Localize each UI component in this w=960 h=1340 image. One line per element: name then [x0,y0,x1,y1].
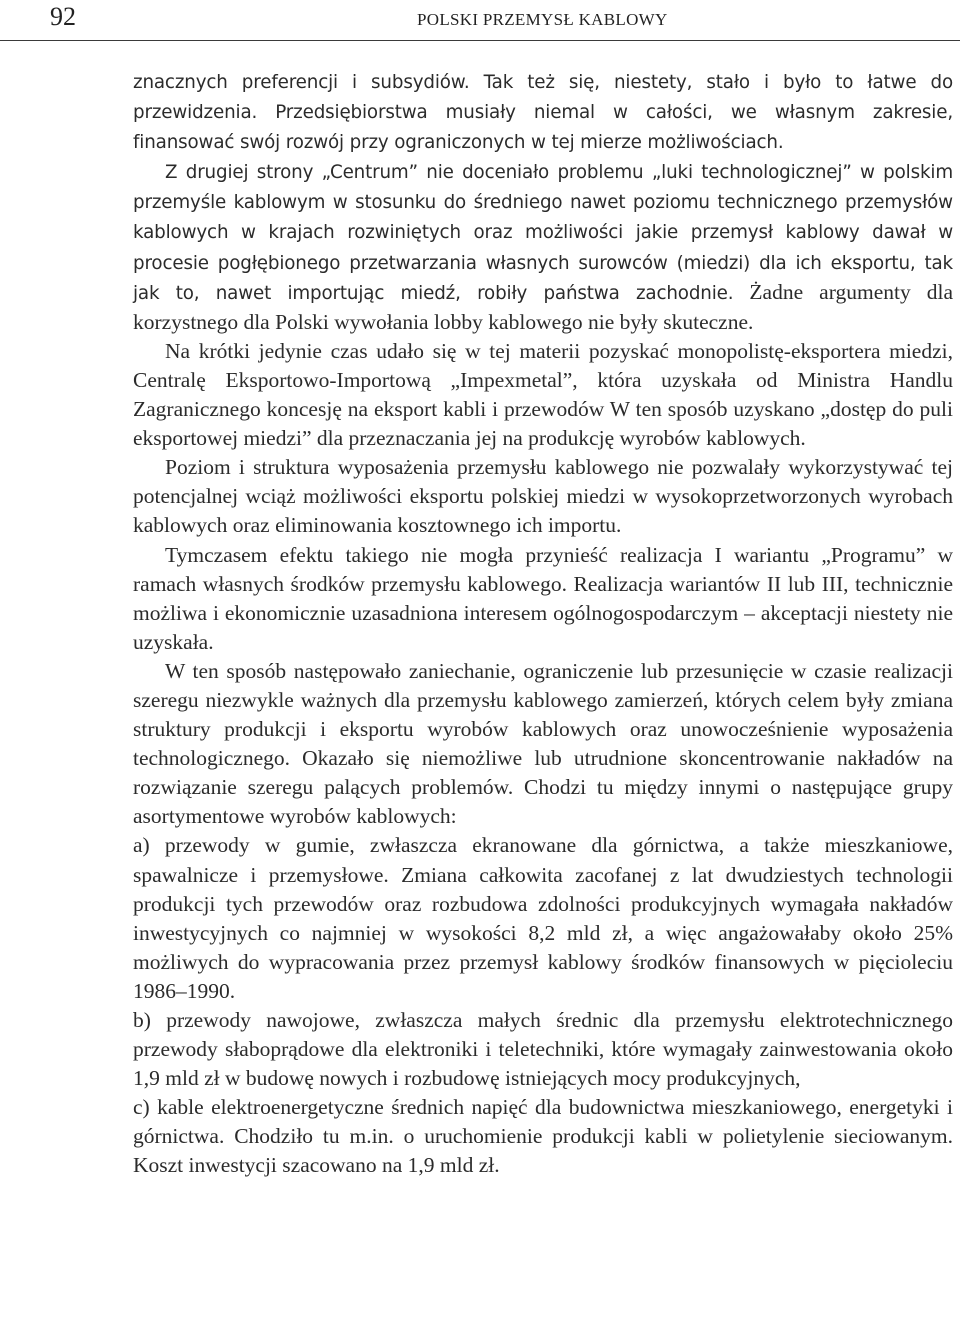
paragraph-tymczasem [133,541,953,657]
paragraph-text: W ten sposób następowało zaniechanie, ograniczenie lub przesunięcie w czasie realizacji szeregu niezwykle ważnych dla przemysłu kablowego zamierzeń, których celem były zmiana struktury produkcji i eksportu wyrobów kablowych oraz unowocześnienie wyposażenia technologicznego. Okazało się niemożliwe lub utrudnione skoncentrowanie nakładów na rozwiązanie szeregu palących problemów. Chodzi tu między innymi o następujące grupy asortymentowe wyrobów kablowych: [133,658,953,829]
paragraph-continuation [133,67,953,157]
list-item-text: przewody nawojowe, zwłaszcza małych średnic dla przemysłu elektrotechnicznego przewody słaboprądowe dla elektroniki i teletechniki, które wymagały zainwestowania około 1,9 mld zł w budowę nowych i rozbudowę istniejących mocy produkcyjnych, [133,1008,954,1091]
paragraph-text: Poziom i struktura wyposażenia przemysłu kablowego nie pozwalały wykorzystywać tej potencjalnej wciąż możliwości eksportu polskiej miedzi w wysokoprzetworzonych wyrobach kablowych oraz eliminowania kosztownego ich importu. [133,455,953,538]
running-title: POLSKI PRZEMYSŁ KABLOWY [417,10,668,29]
page-number: 92 [50,2,76,31]
paragraph-text: znacznych preferencji i subsydiów. Tak też się, niestety, stało i było to łatwe do przewidzenia. Przedsiębiorstwa musiały niemal w całości, we własnym zakresie, finansować swój rozwój przy ograniczonych w tej mierze możliwościach. [133,72,953,154]
list-item-c [133,1093,953,1180]
list-item-text: przewody w gumie, zwłaszcza ekranowane dla górnictwa, a także mieszkaniowe, spawalnicze i przemysłowe. Zmiana całkowita zacofanej z lat dwudziestych technologii produkcji tych przewodów oraz rozbudowa zdolności produkcyjnych wymagała nakładów inwestycyjnych co najmniej w wysokości 8,2 mld zł, a więc angażowałaby około 25% możliwych do wypracowania przez przemysł kablowy środków finansowych w pięcioleciu 1986–1990. [133,833,953,1003]
list-item-b [133,1006,953,1093]
paragraph-centrum [133,157,953,337]
list-marker: b) [133,1008,151,1032]
paragraph-text: Na krótki jedynie czas udało się w tej materii pozyskać monopolistę-eksportera miedzi, Centralę Eksportowo-Importową „Impexmetal”, która uzyskała od Ministra Handlu Zagranicznego koncesję na eksport kabli i przewodów W ten sposób uzyskano „dostęp do puli eksportowej miedzi” dla przeznaczania jej na produkcję wyrobów kablowych. [133,338,953,451]
list-item-text: kable elektroenergetyczne średnich napięć dla budownictwa mieszkaniowego, energetyki i górnictwa. Chodziło tu m.in. o uruchomienie produkcji kabli w polietylenie sieciowanym. Koszt inwestycji szacowano na 1,9 mld zł. [133,1095,953,1178]
paragraph-poziom [133,453,953,540]
paragraph-text: Z drugiej strony „Centrum” nie doceniało problemu „luki technologicznej” w polskim przemyśle kablowym w stosunku do średniego nawet poziomu technicznego przemysłów kablowych w krajach rozwiniętych oraz możliwości jakie przemysł kablowy dawał w procesie pogłębionego przetwarzania własnych surowców (miedzi) dla ich eksportu, tak jak to, nawet importując miedź, robiły państwa zachodnie. [133,162,953,304]
paragraph-impexmetal [133,337,953,453]
paragraph-text: Tymczasem efektu takiego nie mogła przynieść realizacja I wariantu „Programu” w ramach własnych środków przemysłu kablowego. Realizacja wariantów II lub III, technicznie możliwa i ekonomicznie uzasadniona interesem ogólnogospodarczym – akceptacji niestety nie uzyskała. [133,542,953,654]
paragraph-w-ten-sposob [133,657,953,832]
paragraph-text: Żadne argumenty dla korzystnego dla Polski wywołania lobby kablowego nie były skuteczne. [133,279,953,334]
page-header [0,0,960,41]
body-text [133,67,953,1181]
list-marker: c) [133,1095,150,1120]
list-item-a [133,831,953,1006]
list-marker: a) [133,833,150,858]
